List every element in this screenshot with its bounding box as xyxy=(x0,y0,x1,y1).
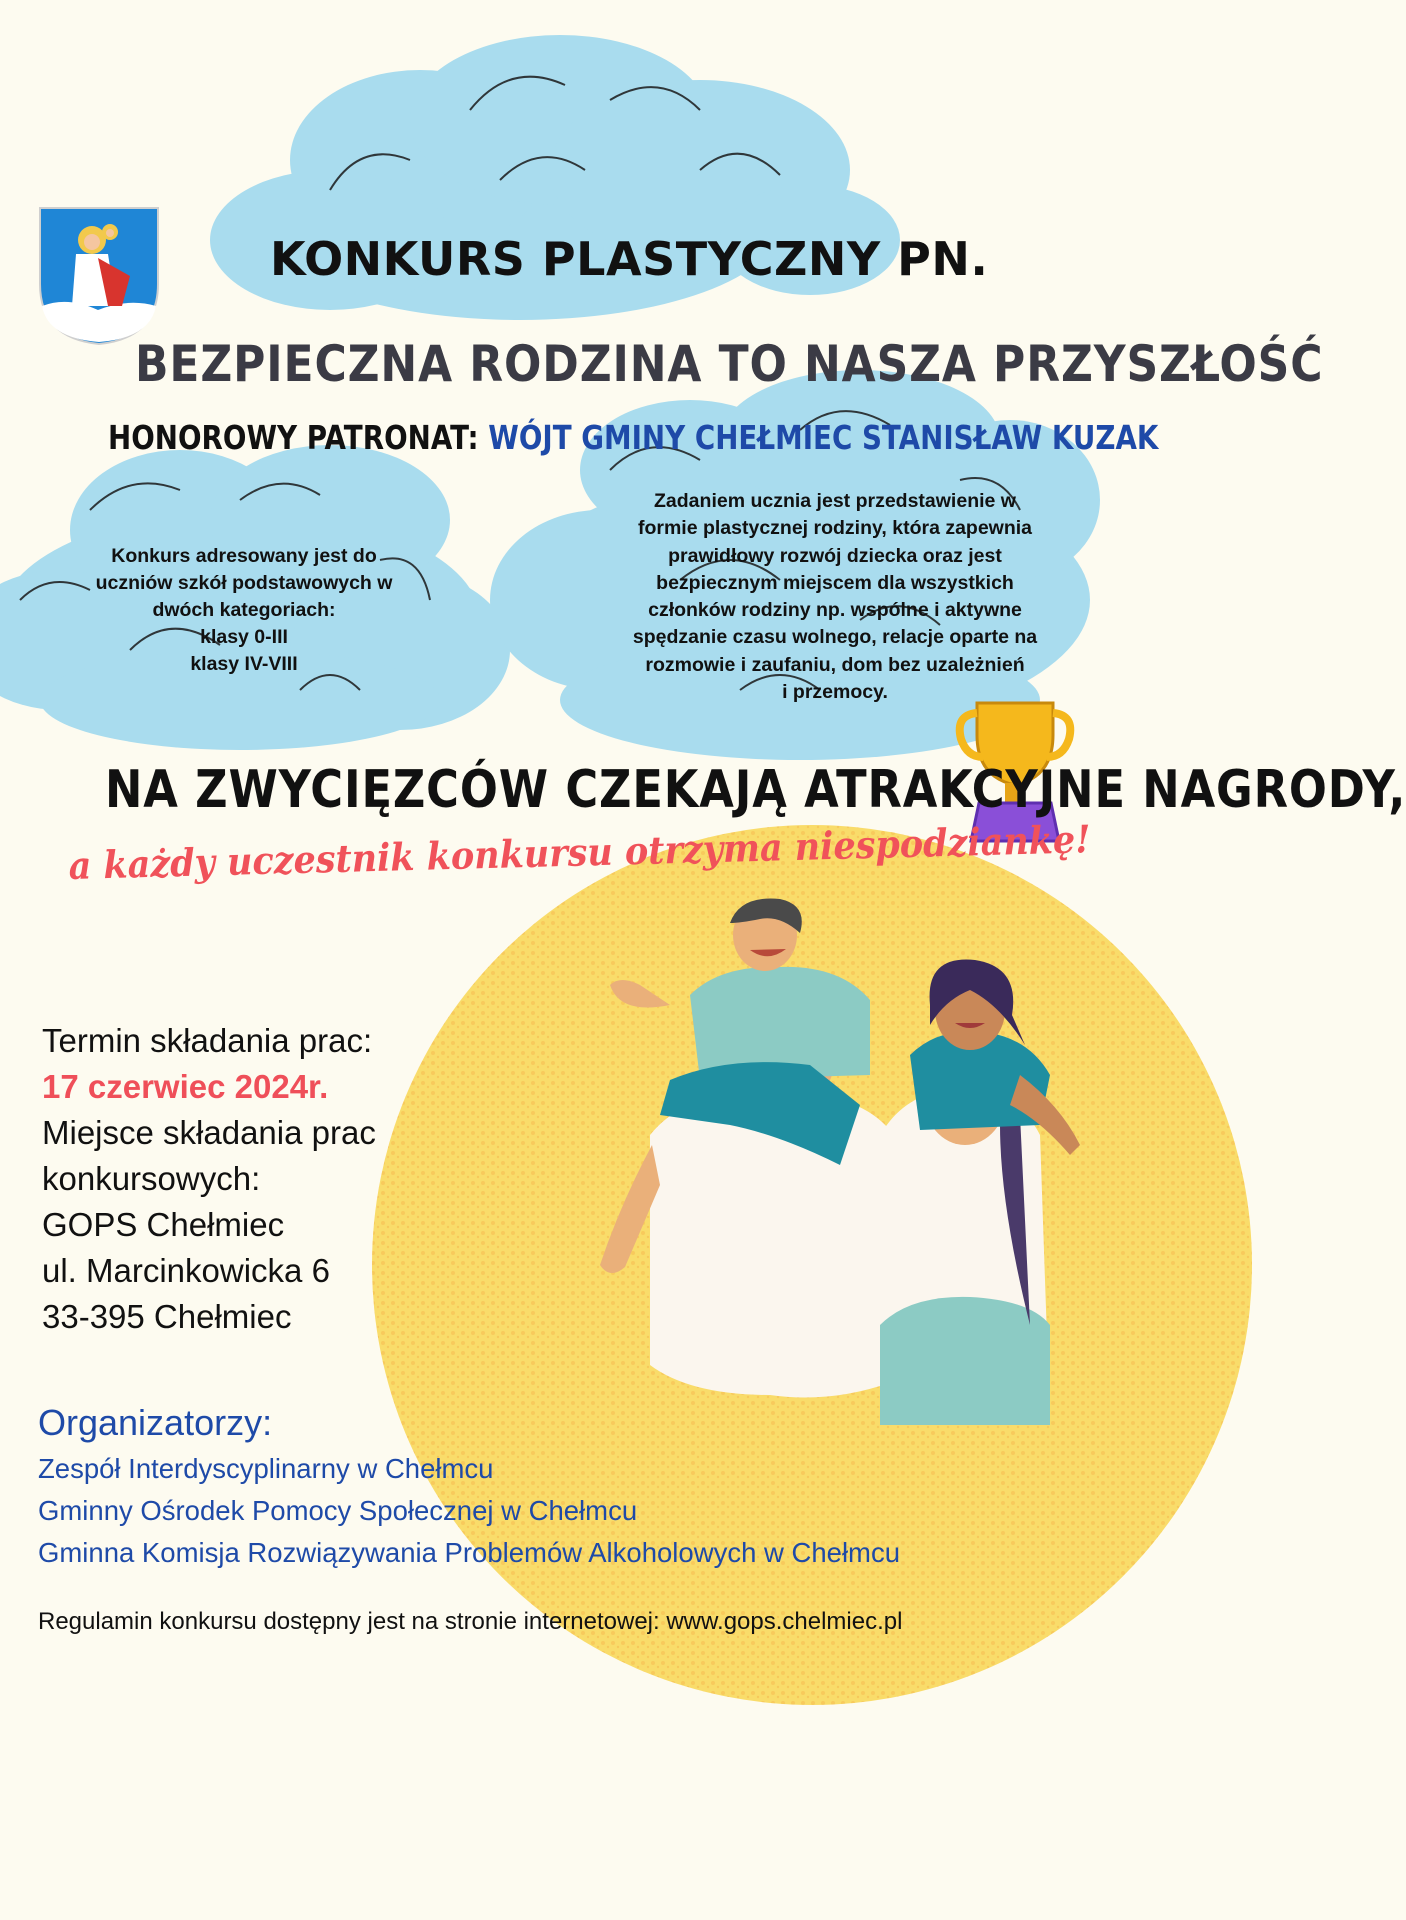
left-cloud-text xyxy=(54,543,434,678)
text-line: i przemocy. xyxy=(782,681,888,704)
organizer-item: Gminna Komisja Rozwiązywania Problemów Alkoholowych w Chełmcu xyxy=(38,1537,901,1568)
prizes-headline: NA ZWYCIĘZCÓW CZEKAJĄ ATRAKCYJNE NAGRODY, xyxy=(105,760,1406,820)
right-cloud-text xyxy=(610,488,1060,706)
text-line: Konkurs adresowany jest do xyxy=(111,545,377,567)
surprise-text: a każdy uczestnik konkursu otrzyma niespodziankę! xyxy=(68,816,1092,888)
place-label-continued: konkursowych: xyxy=(42,1160,261,1197)
organizer-item: Zespół Interdyscyplinarny w Chełmcu xyxy=(38,1453,494,1484)
text-line: spędzanie czasu wolnego, relacje oparte na xyxy=(632,626,1038,649)
place-label: Miejsce składania prac xyxy=(42,1114,376,1151)
family-illustration xyxy=(580,905,1080,1425)
patronage-value: WÓJT GMINY CHEŁMIEC STANISŁAW KUZAK xyxy=(488,418,1159,457)
patronage-label: HONOROWY PATRONAT: xyxy=(108,418,479,457)
place-name: GOPS Chełmiec xyxy=(42,1206,285,1243)
patronage xyxy=(108,418,1158,457)
text-line: członków rodziny np. wspólne i aktywne xyxy=(648,599,1022,622)
rules-notice: Regulamin konkursu dostępny jest na stronie internetowej: www.gops.chelmiec.pl xyxy=(38,1608,903,1635)
deadline-date: 17 czerwiec 2024r. xyxy=(42,1068,329,1105)
text-line: uczniów szkół podstawowych w xyxy=(95,571,393,594)
city-address: 33-395 Chełmiec xyxy=(42,1298,292,1335)
page-title: KONKURS PLASTYCZNY PN. xyxy=(270,232,989,286)
text-line: prawidłowy rozwój dziecka oraz jest xyxy=(668,544,1002,567)
organizer-item: Gminny Ośrodek Pomocy Społecznej w Chełmcu xyxy=(38,1495,638,1526)
deadline-label: Termin składania prac: xyxy=(42,1022,373,1059)
text-line: dwóch kategoriach: xyxy=(152,598,336,621)
submission-info xyxy=(42,1018,376,1340)
text-line: rozmowie i zaufaniu, dom bez uzależnień xyxy=(645,653,1025,676)
text-line: Zadaniem ucznia jest przedstawienie w xyxy=(654,490,1016,512)
contest-subtitle: BEZPIECZNA RODZINA TO NASZA PRZYSZŁOŚĆ xyxy=(135,335,1324,393)
organizers-heading: Organizatorzy: xyxy=(38,1402,273,1443)
text-line: formie plastycznej rodziny, która zapewnia xyxy=(637,517,1033,540)
organizers-list xyxy=(38,1448,900,1574)
street-address: ul. Marcinkowicka 6 xyxy=(42,1252,330,1289)
text-line: bezpiecznym miejscem dla wszystkich xyxy=(656,571,1014,594)
text-line: klasy 0-III xyxy=(200,625,288,648)
coat-of-arms-icon xyxy=(38,206,160,346)
text-line: klasy IV-VIII xyxy=(190,652,298,675)
